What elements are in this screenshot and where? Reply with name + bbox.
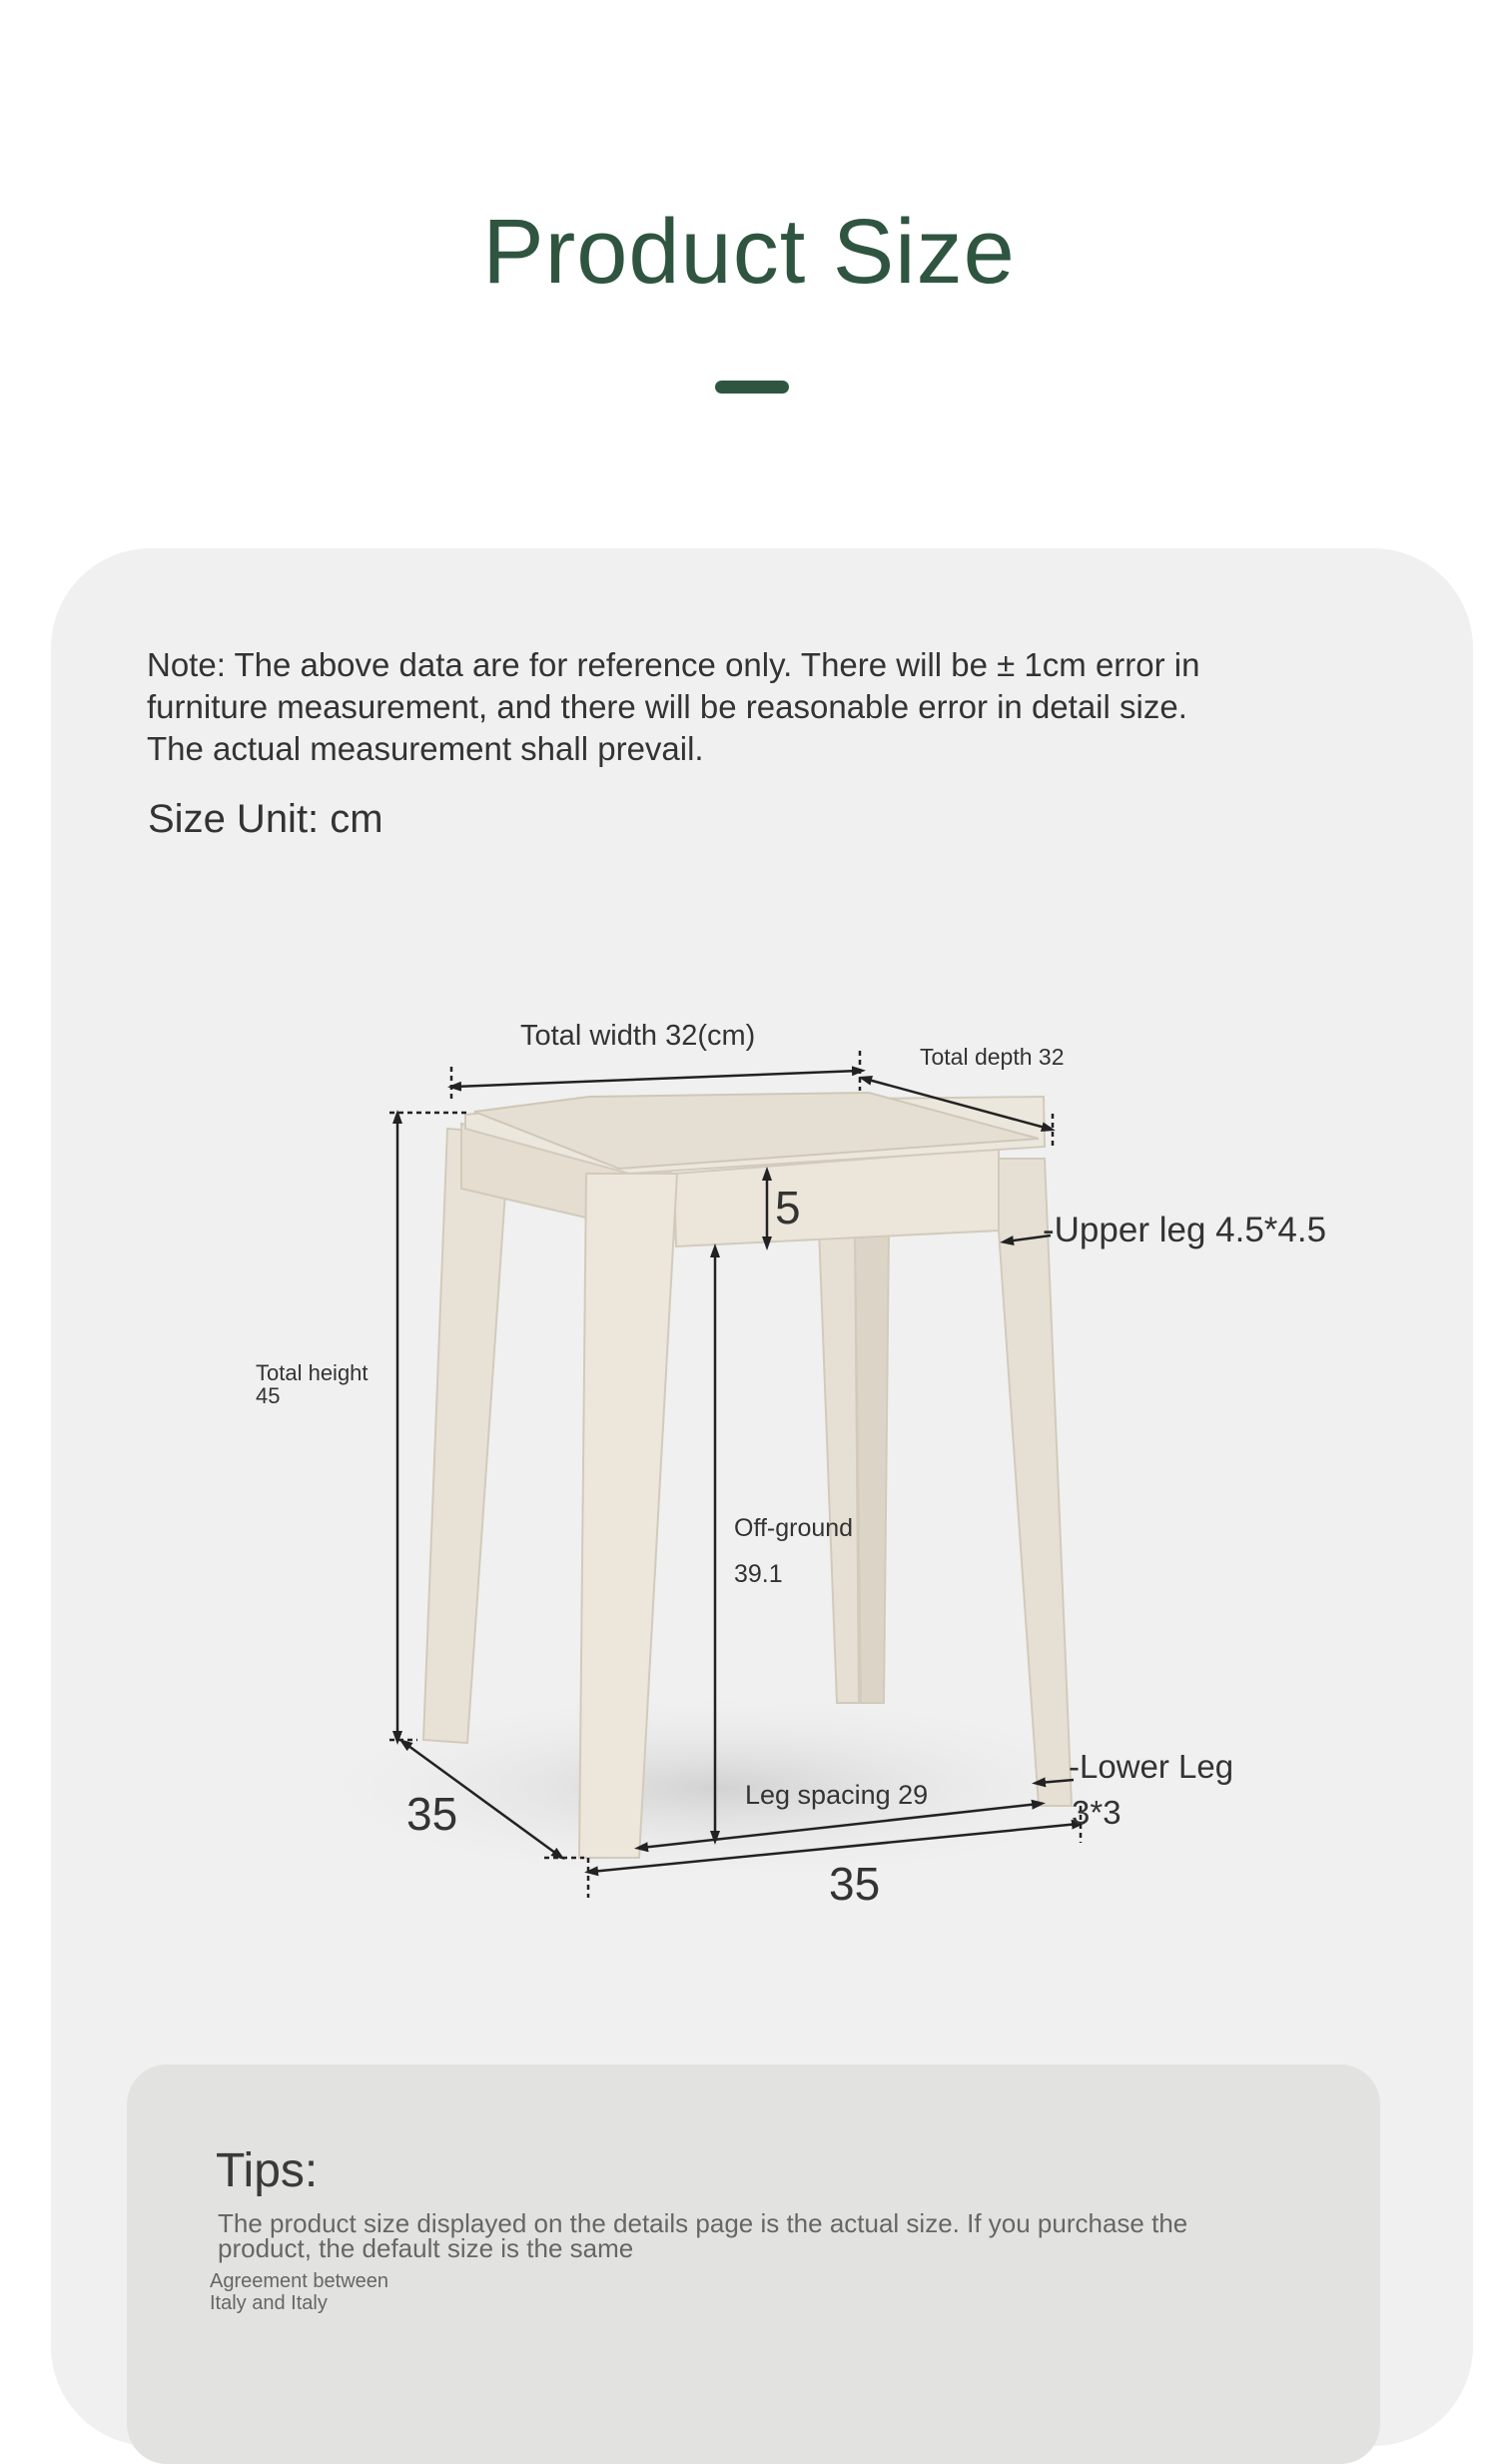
label-total-height-1: Total height <box>256 1360 369 1385</box>
front-leg-left <box>423 1129 509 1743</box>
label-off-ground-2: 39.1 <box>734 1560 783 1588</box>
label-lower-leg-2: 3*3 <box>1072 1794 1122 1831</box>
label-total-depth: Total depth 32 <box>920 1044 1065 1070</box>
front-leg-right <box>994 1159 1072 1806</box>
tips-small-line-1: Agreement between <box>210 2270 389 2292</box>
label-total-width: Total width 32(cm) <box>520 1020 756 1052</box>
back-leg-right-2 <box>855 1229 889 1703</box>
back-leg-right <box>819 1229 859 1703</box>
label-lower-leg-1: -Lower Leg <box>1069 1748 1234 1785</box>
page-title: Product Size <box>482 201 1016 303</box>
label-upper-leg: -Upper leg 4.5*4.5 <box>1043 1211 1327 1249</box>
size-unit: Size Unit: cm <box>148 797 383 841</box>
label-seat-thickness: 5 <box>775 1182 801 1233</box>
label-base-width: 35 <box>829 1858 881 1910</box>
label-off-ground-1: Off-ground <box>734 1514 854 1542</box>
tips-box <box>127 2064 1380 2464</box>
measurement-note: Note: The above data are for reference only. There will be ± 1cm error in furniture measurement, and there will be reasonable error in detail size. The actual measurement shall prevail. <box>147 646 1200 767</box>
tips-text: The product size displayed on the details page is the actual size. If you purchase the product, the default size is the same <box>218 2208 1188 2263</box>
label-total-height-2: 45 <box>256 1383 281 1408</box>
tips-title: Tips: <box>216 2144 319 2197</box>
label-leg-spacing: Leg spacing 29 <box>745 1780 929 1810</box>
tips-small-line-2: Italy and Italy <box>210 2292 328 2314</box>
tips-small-text <box>210 2270 509 2314</box>
label-base-depth: 35 <box>406 1788 458 1840</box>
